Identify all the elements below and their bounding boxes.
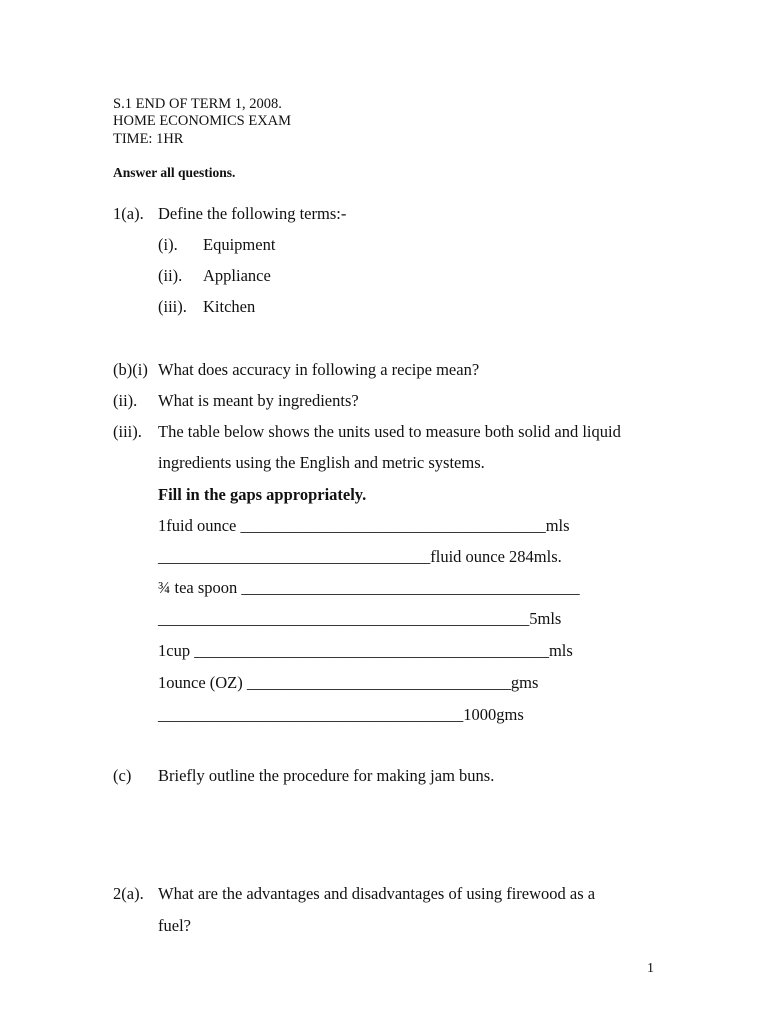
q1b-text-continued: ingredients using the English and metric systems. [158,453,485,472]
exam-subject: HOME ECONOMICS EXAM [113,113,292,129]
q1b-number: (ii). [113,391,138,410]
q1a-item-number: (ii). [158,266,183,285]
q2a-text-continued: fuel? [158,916,191,935]
q1a-text: Define the following terms:- [158,204,347,223]
q2a-text: What are the advantages and disadvantages of using firewood as a [158,884,596,903]
fill-in-line: _________________________________fluid ounce 284mls. [158,547,562,566]
fill-in-line: ¾ tea spoon _________________________________________ [158,578,580,597]
page-number: 1 [647,961,654,976]
exam-time: TIME: 1HR [113,131,184,147]
q1a-item-text: Appliance [203,266,271,285]
q1b-text: What is meant by ingredients? [158,391,359,410]
q1b-text: What does accuracy in following a recipe mean? [158,360,480,379]
q2a-number: 2(a). [113,884,144,903]
q1a-item-text: Kitchen [203,297,256,316]
q1c-number: (c) [113,766,132,785]
q1a-item-text: Equipment [203,235,276,254]
fill-in-line: _____________________________________1000gms [158,705,524,724]
q1a-number: 1(a). [113,204,144,223]
q1b-text: The table below shows the units used to measure both solid and liquid [158,422,621,441]
fill-in-line: 1fuid ounce _____________________________________mls [158,516,570,535]
fill-in-line: 1ounce (OZ) ________________________________gms [158,673,539,692]
q1a-item-number: (i). [158,235,178,254]
q1b-number: (iii). [113,422,142,441]
fill-in-heading: Fill in the gaps appropriately. [158,485,367,504]
fill-in-line: _____________________________________________5mls [158,609,562,628]
q1b-number: (b)(i) [113,360,148,379]
exam-title: S.1 END OF TERM 1, 2008. [113,96,282,112]
fill-in-line: 1cup ___________________________________________mls [158,641,573,660]
instruction: Answer all questions. [113,165,236,180]
q1a-item-number: (iii). [158,297,187,316]
q1c-text: Briefly outline the procedure for making jam buns. [158,766,495,785]
